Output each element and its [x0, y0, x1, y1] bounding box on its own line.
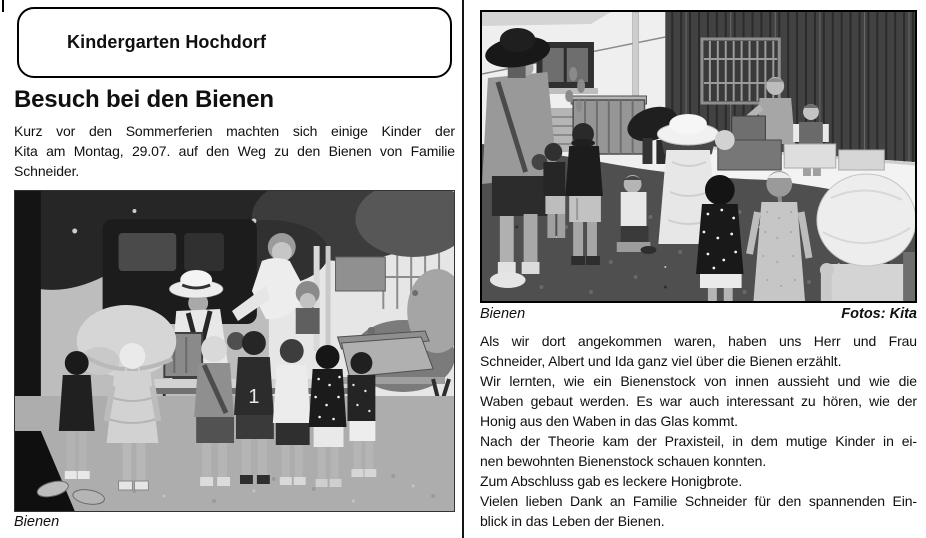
body-line: Waben gebaut werden. Es war auch interessant zu hören, wie der — [480, 393, 917, 409]
article-intro — [14, 121, 455, 181]
kindergarten-header-box — [17, 7, 452, 78]
barred-window — [702, 39, 779, 103]
left-column — [14, 0, 455, 538]
photo-right-caption: Bienen — [480, 306, 526, 322]
body-line: Honig aus den Waben in das Glas kommt. — [480, 413, 738, 429]
intro-line: Kurz vor den Sommerferien machten sich einige Kinder der — [14, 123, 455, 139]
body-line: Wir lernten, wie ein Bienenstock von innen aussieht und wie die — [480, 373, 917, 389]
body-line: Schneider, Albert und Ida ganz viel über die Bienen erzählt. — [480, 353, 842, 369]
article-headline: Besuch bei den Bienen — [14, 86, 274, 113]
page-edge-artifact — [2, 0, 4, 12]
column-divider — [462, 0, 464, 538]
body-line: Nach der Theorie kam der Praxisteil, in dem mutige Kinder in ei- — [480, 433, 917, 449]
intro-line: Kita am Montag, 29.07. auf den Weg zu den Bienen von Familie — [14, 143, 455, 159]
photo-credit: Fotos: Kita — [841, 306, 917, 322]
intro-line: Schneider. — [14, 163, 80, 179]
body-line: Zum Abschluss gab es leckere Honigbrote. — [480, 473, 743, 489]
child-light-cap-head — [715, 130, 735, 150]
tree-trunk-shadow — [15, 191, 41, 431]
photo-children-around-table-illustration — [15, 191, 454, 511]
photo-children-at-hive — [480, 10, 917, 303]
photo-children-around-table — [14, 190, 455, 512]
right-column — [480, 0, 917, 538]
header-box-title: Kindergarten Hochdorf — [67, 32, 267, 52]
body-line: Vielen lieben Dank an Familie Schneider für den spannenden Ein- — [480, 493, 917, 509]
photo-left-caption: Bienen — [14, 514, 60, 530]
child-large-veil-hat — [817, 174, 915, 301]
photo-right-caption-row — [480, 306, 917, 322]
article-body — [480, 331, 917, 531]
photo-children-at-hive-illustration — [482, 12, 915, 301]
body-line: nen bewohnten Bienenstock schauen konnten. — [480, 453, 767, 469]
jersey-number: 1 — [248, 385, 260, 409]
body-line: Als wir dort angekommen waren, haben uns Herr und Frau — [480, 333, 917, 349]
body-line: blick in das Leben der Bienen. — [480, 513, 665, 529]
